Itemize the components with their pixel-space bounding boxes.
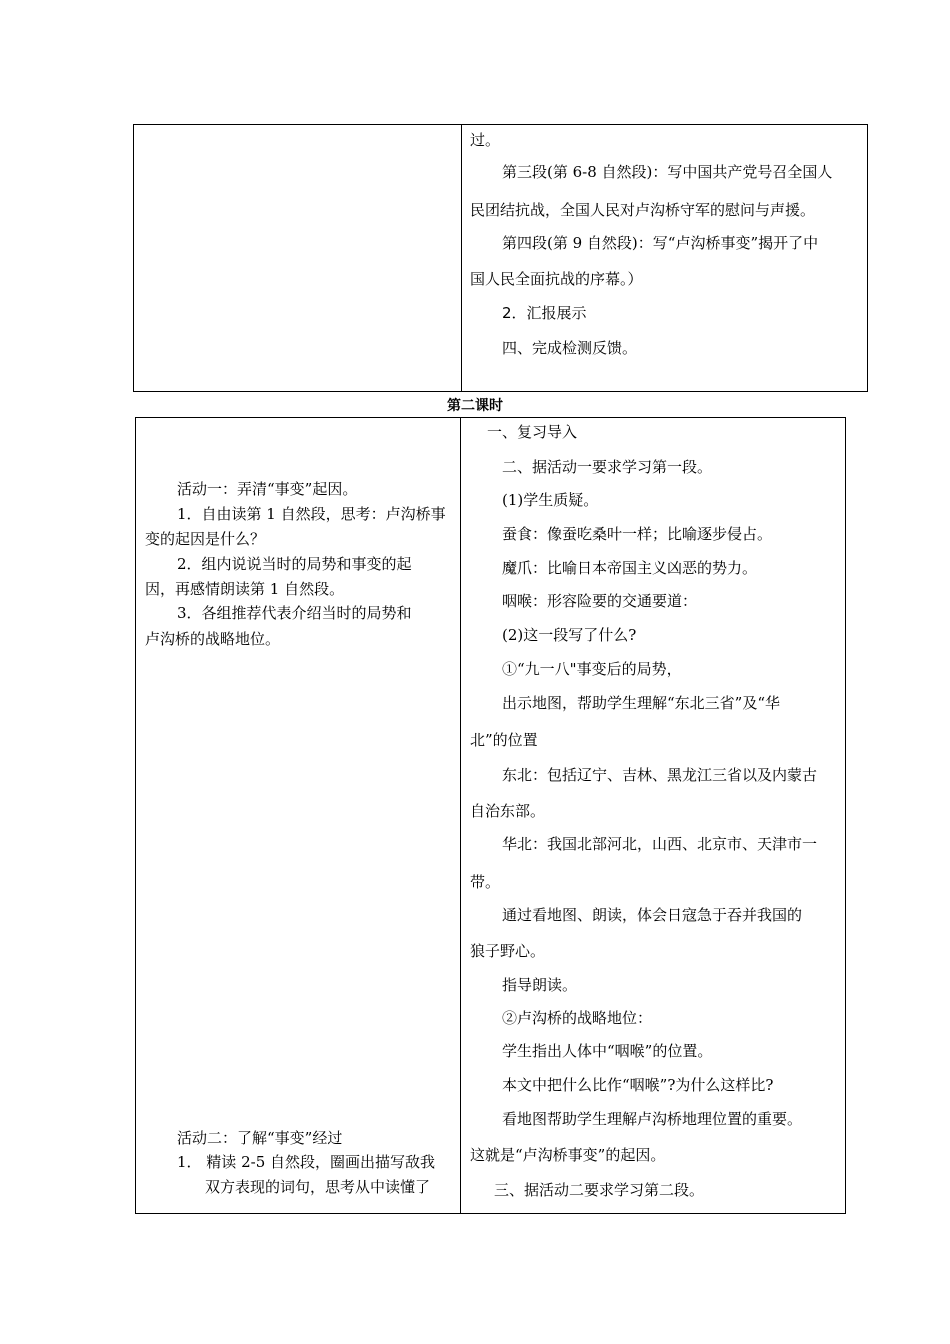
text-line: 这就是“卢沟桥事变”的起因。	[470, 1146, 666, 1164]
text-line: 指导朗读。	[502, 976, 578, 994]
text-line: 魔爪：比喻日本帝国主义凶恶的势力。	[502, 559, 758, 577]
text-line: 过。	[470, 131, 501, 149]
text-line: 出示地图，帮助学生理解“东北三省”及“华	[502, 694, 781, 712]
text-line: ①“九一八"事变后的局势，	[502, 660, 682, 678]
text-line: 第三段(第 6-8 自然段)：写中国共产党号召全国人	[502, 163, 833, 181]
activity-one-title: 活动一：弄清“事变”起因。	[177, 480, 358, 498]
text-line: 第四段(第 9 自然段)：写“卢沟桥事变”揭开了中	[502, 234, 819, 252]
text-line: 三、据活动二要求学习第二段。	[494, 1181, 705, 1199]
section-title: 第二课时	[447, 398, 503, 414]
text-line: 变的起因是什么？	[145, 530, 266, 548]
text-line: 咽喉：形容险要的交通要道：	[502, 592, 698, 610]
text-line: 通过看地图、朗读，体会日寇急于吞并我国的	[502, 906, 803, 924]
activity-two-title: 活动二：了解“事变”经过	[177, 1129, 343, 1147]
text-line: 民团结抗战，全国人民对卢沟桥守军的慰问与声援。	[470, 201, 816, 219]
text-line: 华北：我国北部河北，山西、北京市、天津市一	[502, 835, 818, 853]
text-line: 1．自由读第 1 自然段，思考：卢沟桥事	[177, 505, 446, 523]
text-line: 二、据活动一要求学习第一段。	[502, 458, 713, 476]
column-divider	[461, 125, 462, 391]
text-line: 3．各组推荐代表介绍当时的局势和	[177, 604, 412, 622]
text-line: 国人民全面抗战的序幕。）	[470, 270, 643, 288]
text-line: 四、完成检测反馈。	[502, 339, 638, 357]
text-line: (1)学生质疑。	[502, 491, 599, 509]
text-line: 带。	[470, 873, 501, 891]
text-line: 北”的位置	[470, 731, 538, 749]
text-line: 因，再感情朗读第 1 自然段。	[145, 580, 345, 598]
text-line: 东北：包括辽宁、吉林、黑龙江三省以及内蒙古	[502, 766, 818, 784]
text-line: 卢沟桥的战略地位。	[145, 630, 281, 648]
text-line: 1． 精读 2-5 自然段，圈画出描写敌我	[177, 1153, 436, 1171]
text-line: 自治东部。	[470, 802, 546, 820]
text-line: 蚕食：像蚕吃桑叶一样；比喻逐步侵占。	[502, 525, 773, 543]
text-line: 2．汇报展示	[502, 304, 587, 322]
text-line: 双方表现的词句，思考从中读懂了	[205, 1178, 431, 1196]
text-line: (2)这一段写了什么?	[502, 626, 637, 644]
text-line: 学生指出人体中“咽喉”的位置。	[502, 1042, 713, 1060]
text-line: 2．组内说说当时的局势和事变的起	[177, 555, 412, 573]
column-divider	[460, 418, 461, 1213]
text-line: 狼子野心。	[470, 942, 546, 960]
text-line: 本文中把什么比作“咽喉”?为什么这样比?	[502, 1076, 774, 1094]
text-line: 看地图帮助学生理解卢沟桥地理位置的重要。	[502, 1110, 803, 1128]
text-line: ②卢沟桥的战略地位：	[502, 1009, 653, 1027]
text-line: 一、复习导入	[487, 423, 578, 441]
